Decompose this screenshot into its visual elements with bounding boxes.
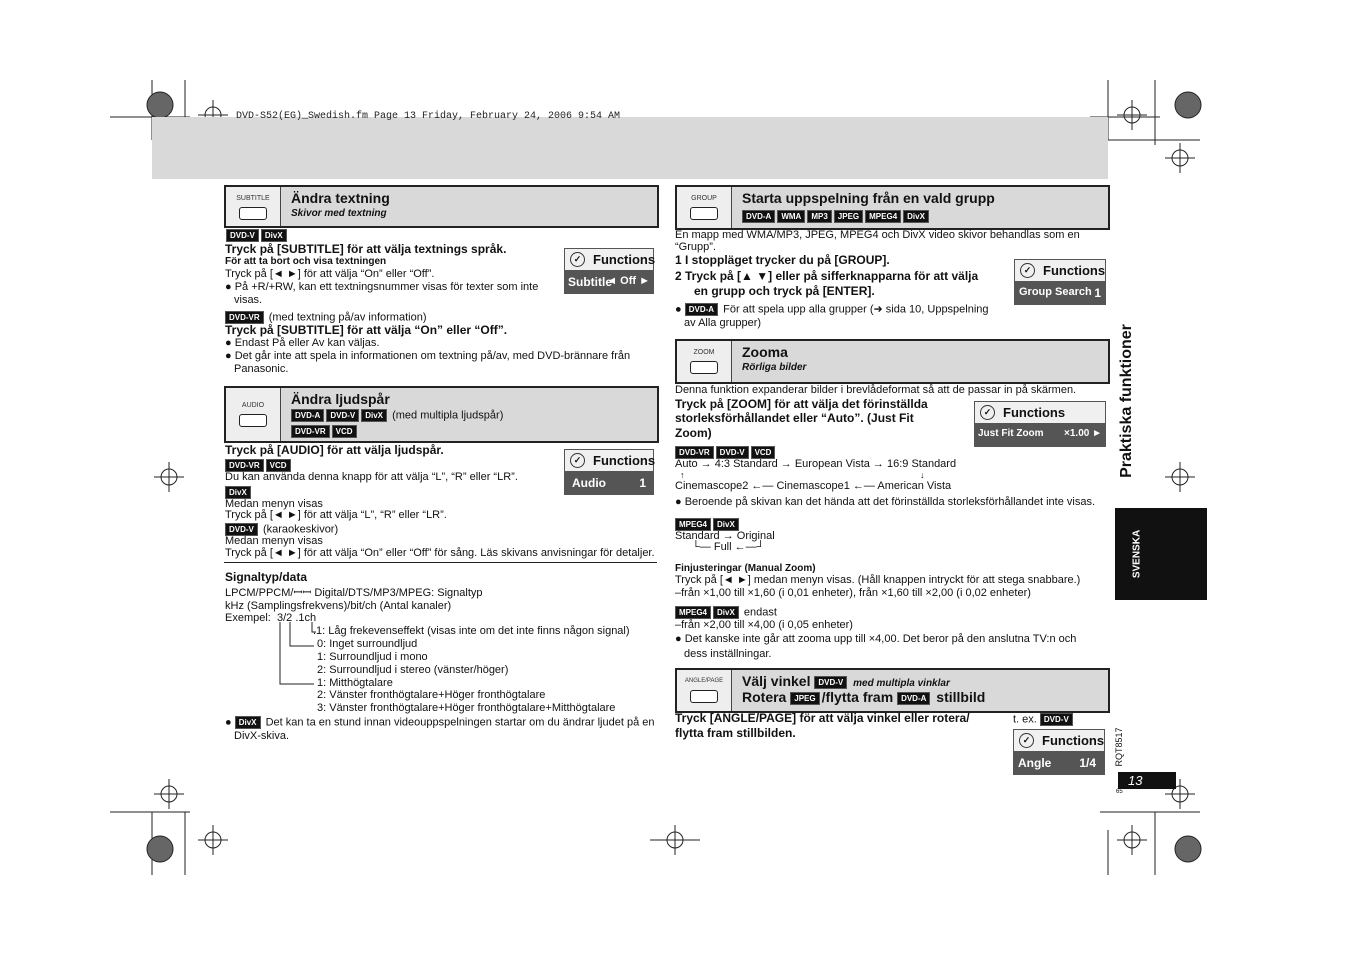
zoom-section-header (675, 339, 1110, 384)
instruction: Tryck på [SUBTITLE] för att välja textnings språk. (225, 242, 507, 256)
text-line: Tryck på [◄ ►] för att välja “On” eller “Off” för sång. Läs skivans anvisningar för detaljer. (225, 547, 655, 559)
functions-icon: ✓ (1020, 263, 1035, 278)
audio-section-header (224, 386, 659, 443)
signal-item: .1: Låg frekevenseffekt (visas inte om det inte finns någon signal) (313, 625, 630, 637)
disc-badges: DVD-V DivX (226, 229, 289, 242)
disc-badges: DVD-VR VCD (225, 459, 293, 472)
section-title: Ändra textning (291, 190, 390, 206)
step: 2 Tryck på [▲ ▼] eller på sifferknapparna för att välja (675, 269, 979, 283)
example-label: Exempel: (225, 612, 271, 624)
section-title: Välj vinkel DVD-V med multipla vinklar (742, 673, 950, 689)
disc-badges: MPEG4 DivX (675, 518, 741, 531)
section-title: Zooma (742, 344, 788, 360)
audio-key-icon: AUDIO (226, 388, 281, 441)
functions-icon: ✓ (570, 453, 585, 468)
disc-badges: DVD-VR VCD (291, 425, 359, 438)
arrow-up-icon: ↑ (680, 470, 685, 480)
subtitle-section-header (224, 185, 659, 228)
functions-osd-audio: ✓ Functions Audio 1 (564, 449, 654, 495)
example-note: t. ex. DVD-V (1013, 713, 1075, 726)
file-line: DVD-S52(EG)_Swedish.fm Page 13 Friday, February 24, 2006 9:54 AM (236, 111, 621, 122)
text-line: –från ×1,00 till ×1,60 (i 0,01 enheter), från ×1,60 till ×2,00 (i 0,02 enheter) (675, 587, 1031, 599)
text-line: “Grupp”. (675, 241, 716, 253)
functions-osd-subtitle: ✓ Functions Subtitle ◄ Off ► (564, 248, 654, 294)
text-line: Tryck på [◄ ►] för att välja “L”, “R” eller “LR”. (225, 509, 447, 521)
subtitle-key-icon: SUBTITLE (226, 187, 281, 226)
signal-item: 2: Vänster fronthögtalare+Höger fronthögtalare (317, 689, 546, 701)
text-line: Denna funktion expanderar bilder i brevlådeformat så att de passar in på skärmen. (675, 384, 1077, 396)
signal-item: 3: Vänster fronthögtalare+Höger fronthögtalare+Mitthögtalare (317, 702, 616, 714)
zoom-flow: └— Full ←—┘ (692, 541, 765, 553)
step: 1 I stoppläget trycker du på [GROUP]. (675, 253, 890, 267)
bullet: ● Beroende på skivan kan det hända att det förinställda storleksförhållandet inte visas. (675, 496, 1096, 508)
zoom-flow: Cinemascope2 ←— Cinemascope1 ←— American Vista (675, 480, 952, 492)
functions-icon: ✓ (570, 252, 585, 267)
functions-icon: ✓ (1019, 733, 1034, 748)
arrow-down-icon: ↓ (920, 470, 925, 480)
group-key-icon: GROUP (677, 187, 732, 228)
section-title: Starta uppspelning från en vald grupp (742, 190, 995, 206)
instruction: flytta fram stillbilden. (675, 726, 796, 740)
section-subtitle: Rörliga bilder (742, 362, 807, 373)
bullet: ● DivX Det kan ta en stund innan videouppspelningen startar om du ändrar ljudet på en (225, 716, 655, 729)
functions-icon: ✓ (980, 405, 995, 420)
section-side-title: Praktiska funktioner (1118, 324, 1135, 478)
instruction: Zoom) (675, 426, 712, 440)
disc-badges: DivX (225, 486, 253, 499)
bullet: ● Det går inte att spela in informationen om textning på/av, med DVD-brännare från (225, 350, 631, 362)
small-number: 65 (1116, 789, 1123, 795)
vr-note: DVD-VR (med textning på/av information) (225, 311, 426, 324)
text-line: Panasonic. (234, 363, 289, 375)
page-number: 13 (1118, 772, 1176, 789)
text-line: DivX-skiva. (234, 730, 290, 742)
text-line: Medan menyn visas (225, 498, 323, 510)
bullet: ● DVD-A För att spela upp alla grupper (➜ sida 10, Uppspelning (675, 303, 989, 316)
text-line: Du kan använda denna knapp för att välja “L”, “R” eller “LR”. (225, 471, 518, 483)
zoom-flow: Auto → 4:3 Standard → European Vista → 16:9 Standard (675, 458, 957, 470)
text-line: av Alla grupper) (684, 317, 762, 329)
group-section-header (675, 185, 1110, 230)
text-line: visas. (234, 294, 263, 306)
text-line: Tryck på [◄ ►] medan menyn visas. (Håll knappen intryckt för att stega snabbare.) (675, 574, 1081, 586)
zoom-flow: Standard → Original (675, 530, 775, 542)
header-band (152, 117, 1108, 179)
functions-osd-group: ✓ Functions Group Search 1 (1014, 259, 1106, 305)
disc-badges: DVD-A WMA MP3 JPEG MPEG4 DivX (742, 210, 931, 223)
section-title: Rotera JPEG /flytta fram DVD-A stillbild (742, 689, 986, 705)
functions-osd-angle: ✓ Functions Angle 1/4 (1013, 729, 1105, 775)
divider (224, 562, 657, 563)
text-line: En mapp med WMA/MP3, JPEG, MPEG4 och DivX video skivor behandlas som en (675, 229, 1080, 241)
instruction: storleksförhållandet eller “Auto”. (Just Fit (675, 411, 914, 425)
text-line: Tryck på [◄ ►] för att välja “On” eller “Off”. (225, 268, 435, 280)
bullet: ● På +R/+RW, kan ett textningsnummer visas för texter som inte (225, 281, 539, 293)
example-value: 3/2 .1ch (277, 612, 317, 624)
sub-heading: För att ta bort och visa textningen (225, 256, 387, 267)
bullet: ● Endast På eller Av kan väljas. (225, 337, 380, 349)
signal-item: 1: Mitthögtalare (317, 677, 393, 689)
language-tab: SVENSKA (1115, 508, 1207, 600)
instruction: Tryck på [SUBTITLE] för att välja “On” eller “Off”. (225, 323, 508, 337)
text-line: Medan menyn visas (225, 535, 323, 547)
text-line: –från ×2,00 till ×4,00 (i 0,05 enheter) (675, 619, 853, 631)
step: en grupp och tryck på [ENTER]. (694, 284, 875, 298)
text-line: kHz (Samplingsfrekvens)/bit/ch (Antal kanaler) (225, 600, 452, 612)
signal-item: 0: Inget surroundljud (317, 638, 418, 650)
angle-section-header (675, 668, 1110, 713)
text-line: LPCM/PPCM/ꟷꟷ Digital/DTS/MP3/MPEG: Signaltyp (225, 587, 483, 599)
section-title: Ändra ljudspår (291, 391, 390, 407)
instruction: Tryck [ANGLE/PAGE] för att välja vinkel eller rotera/ (675, 711, 970, 725)
doc-code: RQT8517 (1114, 727, 1124, 767)
disc-badges: MPEG4 DivX endast (675, 606, 777, 619)
functions-osd-zoom: ✓ Functions Just Fit Zoom ×1.00 ► (974, 401, 1106, 447)
signal-item: 2: Surroundljud i stereo (vänster/höger) (317, 664, 509, 676)
section-subtitle: Skivor med textning (291, 208, 387, 219)
disc-badges: DVD-VR DVD-V VCD (675, 446, 777, 459)
bullet: ● Det kanske inte går att zooma upp till ×4,00. Det beror på den anslutna TV:n och (675, 633, 1077, 645)
signal-heading: Signaltyp/data (225, 570, 308, 584)
angle-key-icon: ANGLE/PAGE (677, 670, 732, 711)
sub-heading: Finjusteringar (Manual Zoom) (675, 563, 816, 574)
text-line: dess inställningar. (684, 648, 772, 660)
disc-badges: DVD-A DVD-V DivX (med multipla ljudspår) (291, 409, 503, 422)
instruction: Tryck på [ZOOM] för att välja det förinställda (675, 397, 928, 411)
signal-item: 1: Surroundljud i mono (317, 651, 428, 663)
instruction: Tryck på [AUDIO] för att välja ljudspår. (225, 443, 444, 457)
zoom-key-icon: ZOOM (677, 341, 732, 382)
karaoke-note: DVD-V (karaokeskivor) (225, 523, 338, 536)
